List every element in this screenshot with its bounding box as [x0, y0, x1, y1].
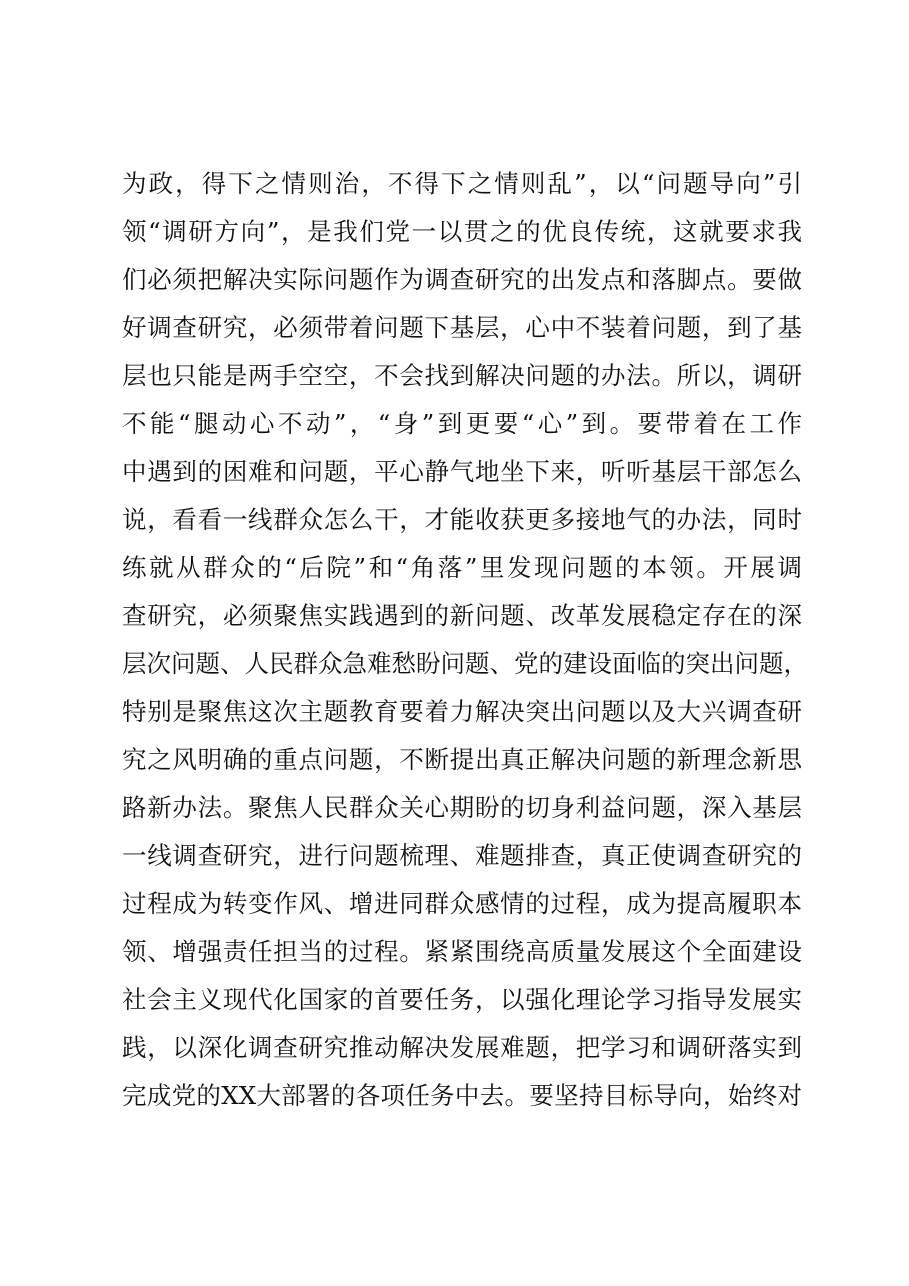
- text-line: 一线调查研究，进行问题梳理、难题排查，真正使调查研究的: [122, 841, 802, 870]
- text-line: 过程成为转变作风、增进同群众感情的过程，成为提高履职本: [122, 889, 802, 918]
- text-line: 中遇到的困难和问题，平心静气地坐下来，听听基层干部怎么: [122, 457, 802, 486]
- text-line: 究之风明确的重点问题，不断提出真正解决问题的新理念新思: [122, 745, 802, 774]
- text-line: 完成党的XX大部署的各项任务中去。要坚持目标导向，始终对: [122, 1081, 802, 1110]
- text-line: 查研究，必须聚焦实践遇到的新问题、改革发展稳定存在的深: [122, 601, 802, 630]
- text-line: 层也只能是两手空空，不会找到解决问题的办法。所以，调研: [122, 361, 802, 390]
- text-line: 为政，得下之情则治，不得下之情则乱”，以“问题导向”引: [122, 169, 802, 198]
- text-line: 社会主义现代化国家的首要任务，以强化理论学习指导发展实: [122, 985, 802, 1014]
- text-line: 好调查研究，必须带着问题下基层，心中不装着问题，到了基: [122, 313, 802, 342]
- body-paragraph: [122, 160, 808, 1120]
- text-line: 说，看看一线群众怎么干，才能收获更多接地气的办法，同时: [122, 505, 802, 534]
- text-line: 领、增强责任担当的过程。紧紧围绕高质量发展这个全面建设: [122, 937, 802, 966]
- text-line: 路新办法。聚焦人民群众关心期盼的切身利益问题，深入基层: [122, 793, 802, 822]
- text-line: 们必须把解决实际问题作为调查研究的出发点和落脚点。要做: [122, 265, 802, 294]
- text-line: 练就从群众的“后院”和“角落”里发现问题的本领。开展调: [122, 553, 802, 582]
- text-line: 践，以深化调查研究推动解决发展难题，把学习和调研落实到: [122, 1033, 802, 1062]
- text-line: 层次问题、人民群众急难愁盼问题、党的建设面临的突出问题，: [122, 649, 808, 678]
- text-line: 不能“腿动心不动”，“身”到更要“心”到。要带着在工作: [122, 409, 802, 438]
- text-line: 特别是聚焦这次主题教育要着力解决突出问题以及大兴调查研: [122, 697, 802, 726]
- text-line: 领“调研方向”，是我们党一以贯之的优良传统，这就要求我: [122, 217, 802, 246]
